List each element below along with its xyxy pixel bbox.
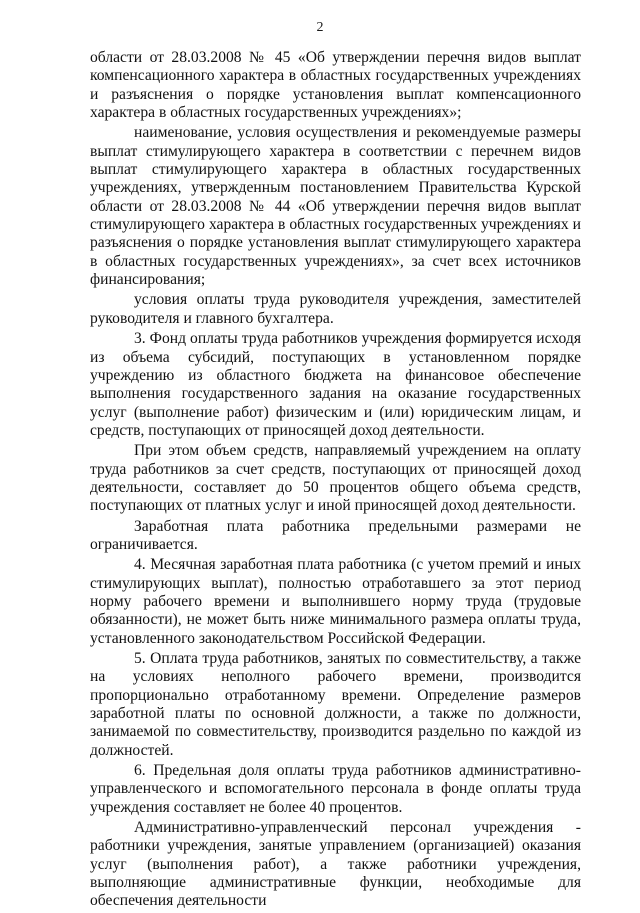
document-body (90, 49, 581, 913)
paragraph: При этом объем средств, направляемый учреждением на оплату труда работников за счет средств, поступающих от приносящей доход деятельности, составляет до 50 процентов общего объема средств, поступающих от платных услуг и иной приносящей доход деятельности. (90, 442, 581, 515)
paragraph: 5. Оплата труда работников, занятых по совместительству, а также на условиях неполного рабочего времени, производится пропорционально отработанному времени. Определение размеров заработной платы по основной должности, а также по должности, занимаемой по совместительству, производится раздельно по каждой из должностей. (90, 650, 581, 759)
paragraph: 6. Предельная доля оплаты труда работников административно-управленческого и вспомогательного персонала в фонде оплаты труда учреждения составляет не более 40 процентов. (90, 762, 581, 816)
paragraph: Заработная плата работника предельными размерами не ограничивается. (90, 517, 581, 553)
paragraph: 4. Месячная заработная плата работника (с учетом премий и иных стимулирующих выплат), полностью отработавшего за этот период норму рабочего времени и выполнившего норму труда (трудовые обязанности), не может быть ниже минимального размера оплаты труда, установленного законодательством Российской Федерации. (90, 556, 581, 647)
paragraph: наименование, условия осуществления и рекомендуемые размеры выплат стимулирующего характера в соответствии с перечнем видов выплат стимулирующего характера в областных государственных учреждениях, утвержденным постановлением Правительства Курской области от 28.03.2008 № 44 «Об утверждении перечня видов выплат стимулирующего характера в областных государственных учреждениях и разъяснения о порядке установления выплат стимулирующего характера в областных государственных учреждениях», за счет всех источников финансирования; (90, 124, 581, 289)
paragraph: 3. Фонд оплаты труда работников учреждения формируется исходя из объема субсидий, поступающих в установленном порядке учреждению из областного бюджета на финансовое обеспечение выполнения государственного задания на оказание государственных услуг (выполнение работ) физическим и (или) юридическим лицам, и средств, поступающих от приносящей доход деятельности. (90, 330, 581, 439)
paragraph: области от 28.03.2008 № 45 «Об утверждении перечня видов выплат компенсационного характера в областных государственных учреждениях и разъяснения о порядке установления выплат компенсационного характера в областных государственных учреждениях»; (90, 49, 581, 122)
page-number: 2 (316, 20, 324, 35)
paragraph: условия оплаты труда руководителя учреждения, заместителей руководителя и главного бухгалтера. (90, 291, 581, 327)
paragraph: Административно-управленческий персонал учреждения - работники учреждения, занятые управлением (организацией) оказания услуг (выполнения работ), а также работники учреждения, выполняющие административные функции, необходимые для обеспечения деятельности (90, 819, 581, 910)
